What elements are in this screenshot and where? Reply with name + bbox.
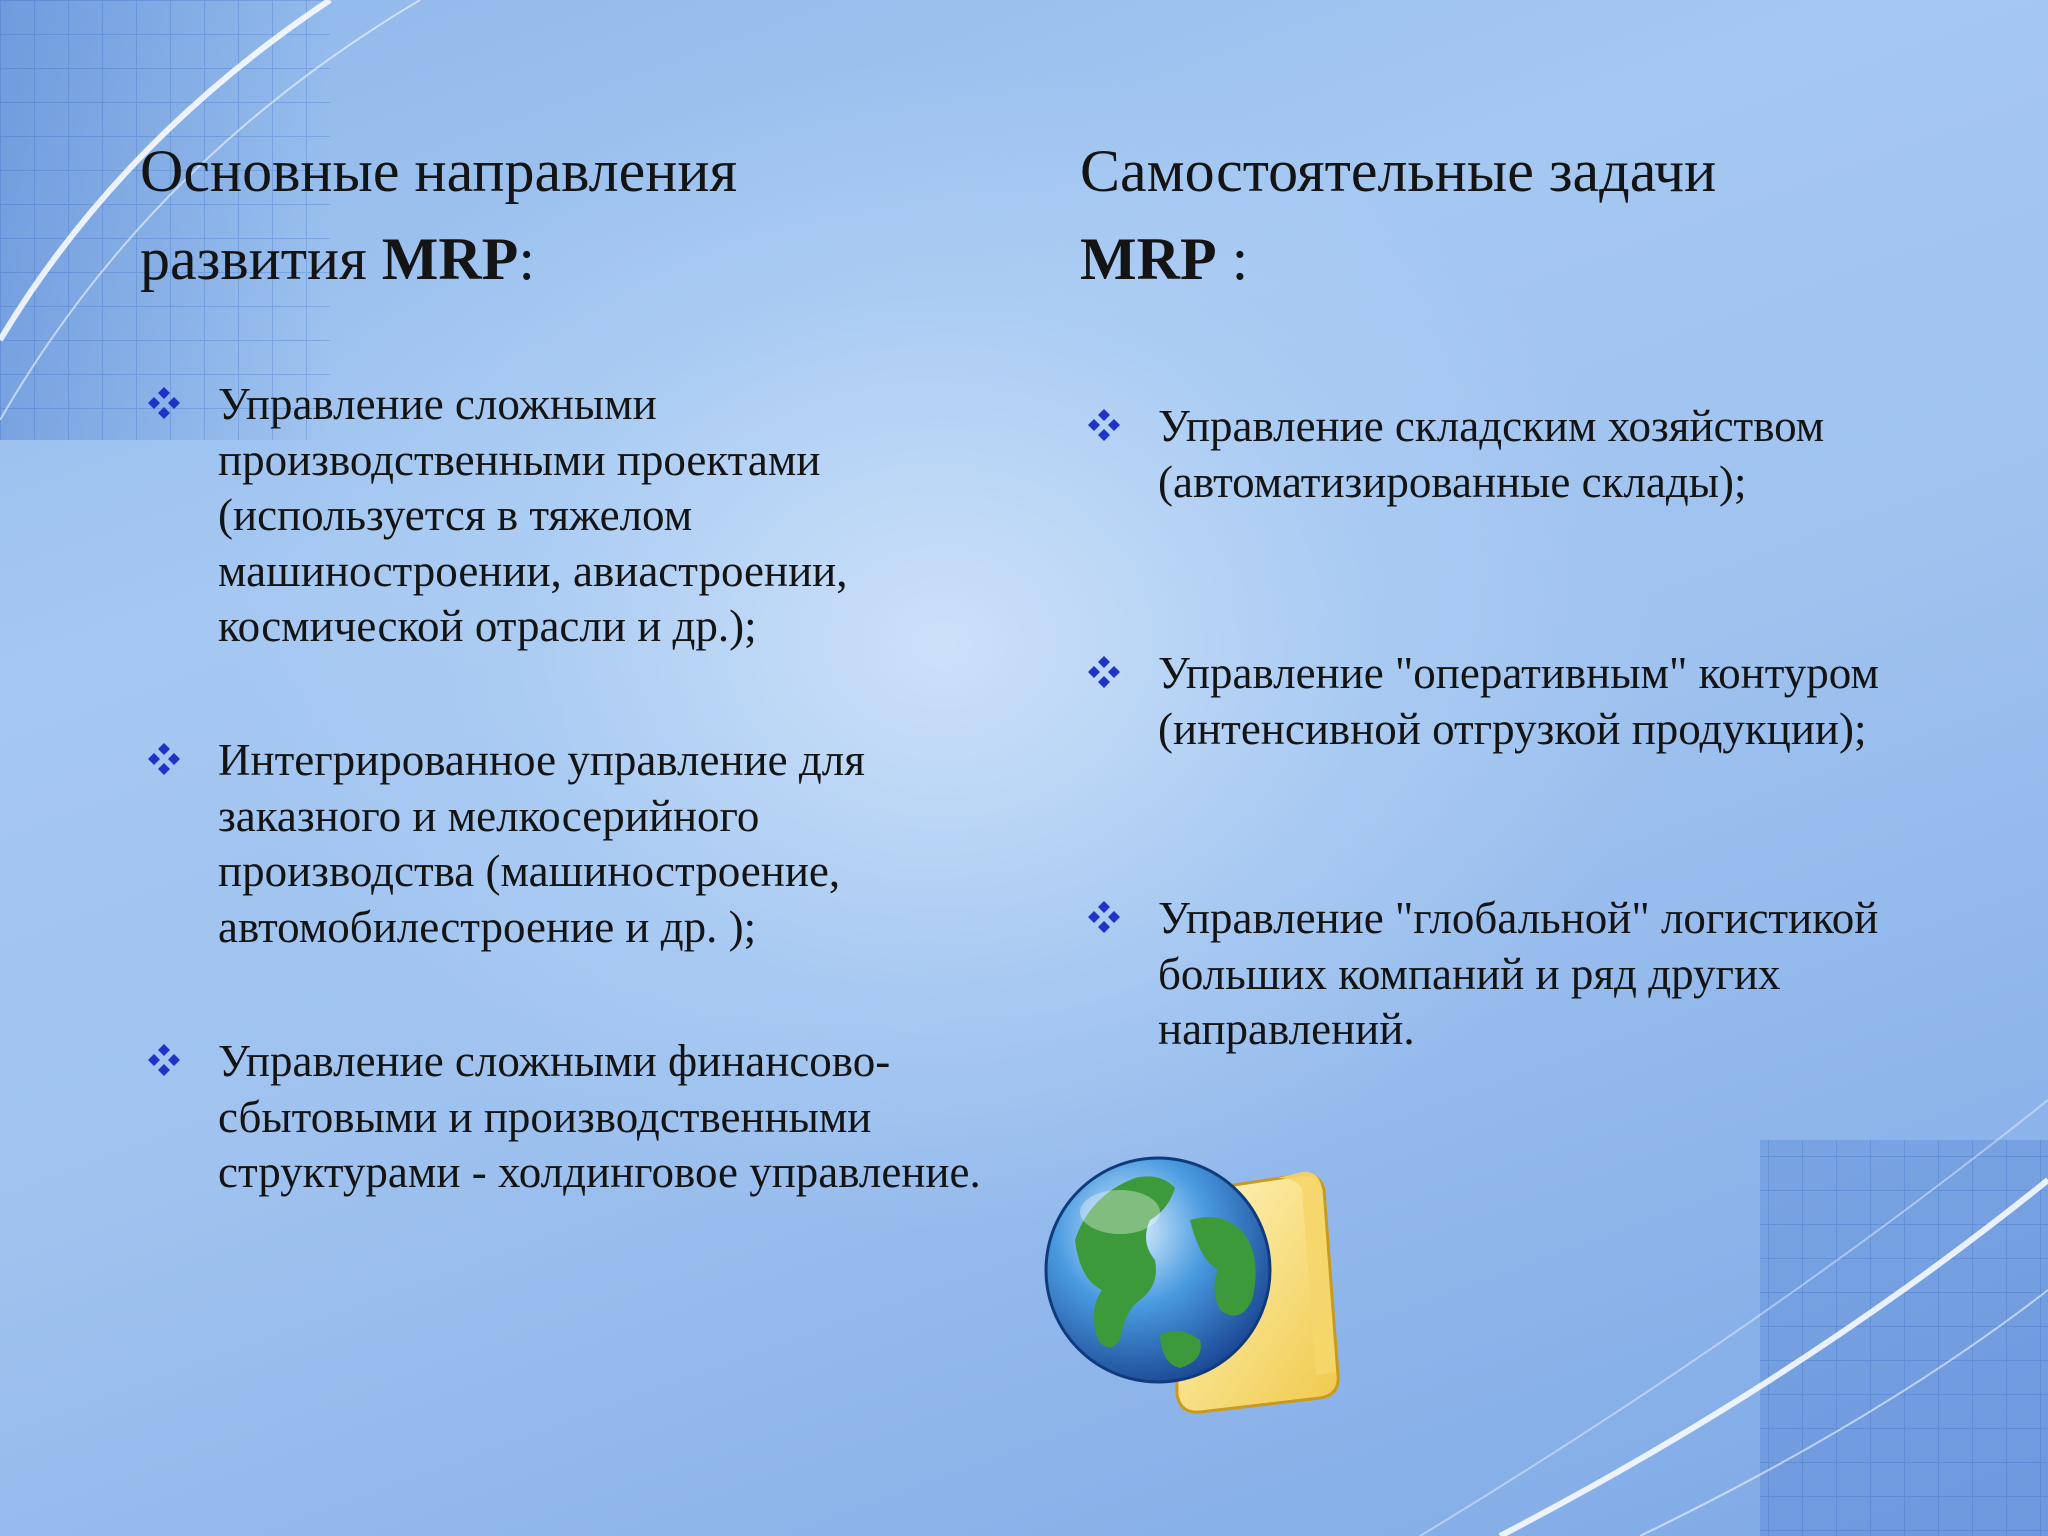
left-heading-line2: развития bbox=[140, 226, 382, 292]
list-item bbox=[140, 1034, 1020, 1201]
left-column-heading bbox=[140, 127, 980, 303]
list-item-text: Управление "глобальной" логистикой больших компаний и ряд других направлений. bbox=[1158, 893, 1879, 1054]
list-item-text: Управление складским хозяйством (автоматизированные склады); bbox=[1158, 401, 1825, 507]
list-item bbox=[1080, 646, 1980, 757]
list-item-text: Интегрированное управление для заказного и мелкосерийного производства (машиностроение, автомобилестроение и др. ); bbox=[218, 735, 865, 952]
diamond-bullet-icon bbox=[1086, 899, 1122, 935]
right-heading-emphasis: MRP bbox=[1080, 226, 1217, 292]
diamond-bullet-icon bbox=[146, 1042, 182, 1078]
globe-folder-icon bbox=[1040, 1150, 1380, 1450]
diamond-bullet-icon bbox=[146, 385, 182, 421]
right-column-heading bbox=[1080, 127, 1980, 303]
left-heading-emphasis: MRP bbox=[381, 226, 519, 292]
right-heading-suffix: : bbox=[1216, 226, 1249, 292]
left-heading-suffix: : bbox=[518, 226, 535, 292]
list-item bbox=[140, 733, 1020, 955]
left-heading-line1: Основные направления bbox=[140, 138, 738, 204]
diamond-bullet-icon bbox=[1086, 407, 1122, 443]
diamond-bullet-icon bbox=[1086, 654, 1122, 690]
diamond-bullet-icon bbox=[146, 741, 182, 777]
list-item-text: Управление "оперативным" контуром (интенсивной отгрузкой продукции); bbox=[1158, 648, 1879, 754]
list-item-text: Управление сложными финансово-сбытовыми и производственными структурами - холдинговое управление. bbox=[218, 1036, 981, 1197]
list-item bbox=[1080, 399, 1980, 510]
list-item bbox=[140, 377, 1020, 655]
list-item bbox=[1080, 891, 1980, 1058]
list-item-text: Управление сложными производственными проектами (используется в тяжелом машиностроении, авиастроении, космической отрасли и др.); bbox=[218, 379, 848, 651]
right-heading-line1: Самостоятельные задачи bbox=[1080, 138, 1717, 204]
